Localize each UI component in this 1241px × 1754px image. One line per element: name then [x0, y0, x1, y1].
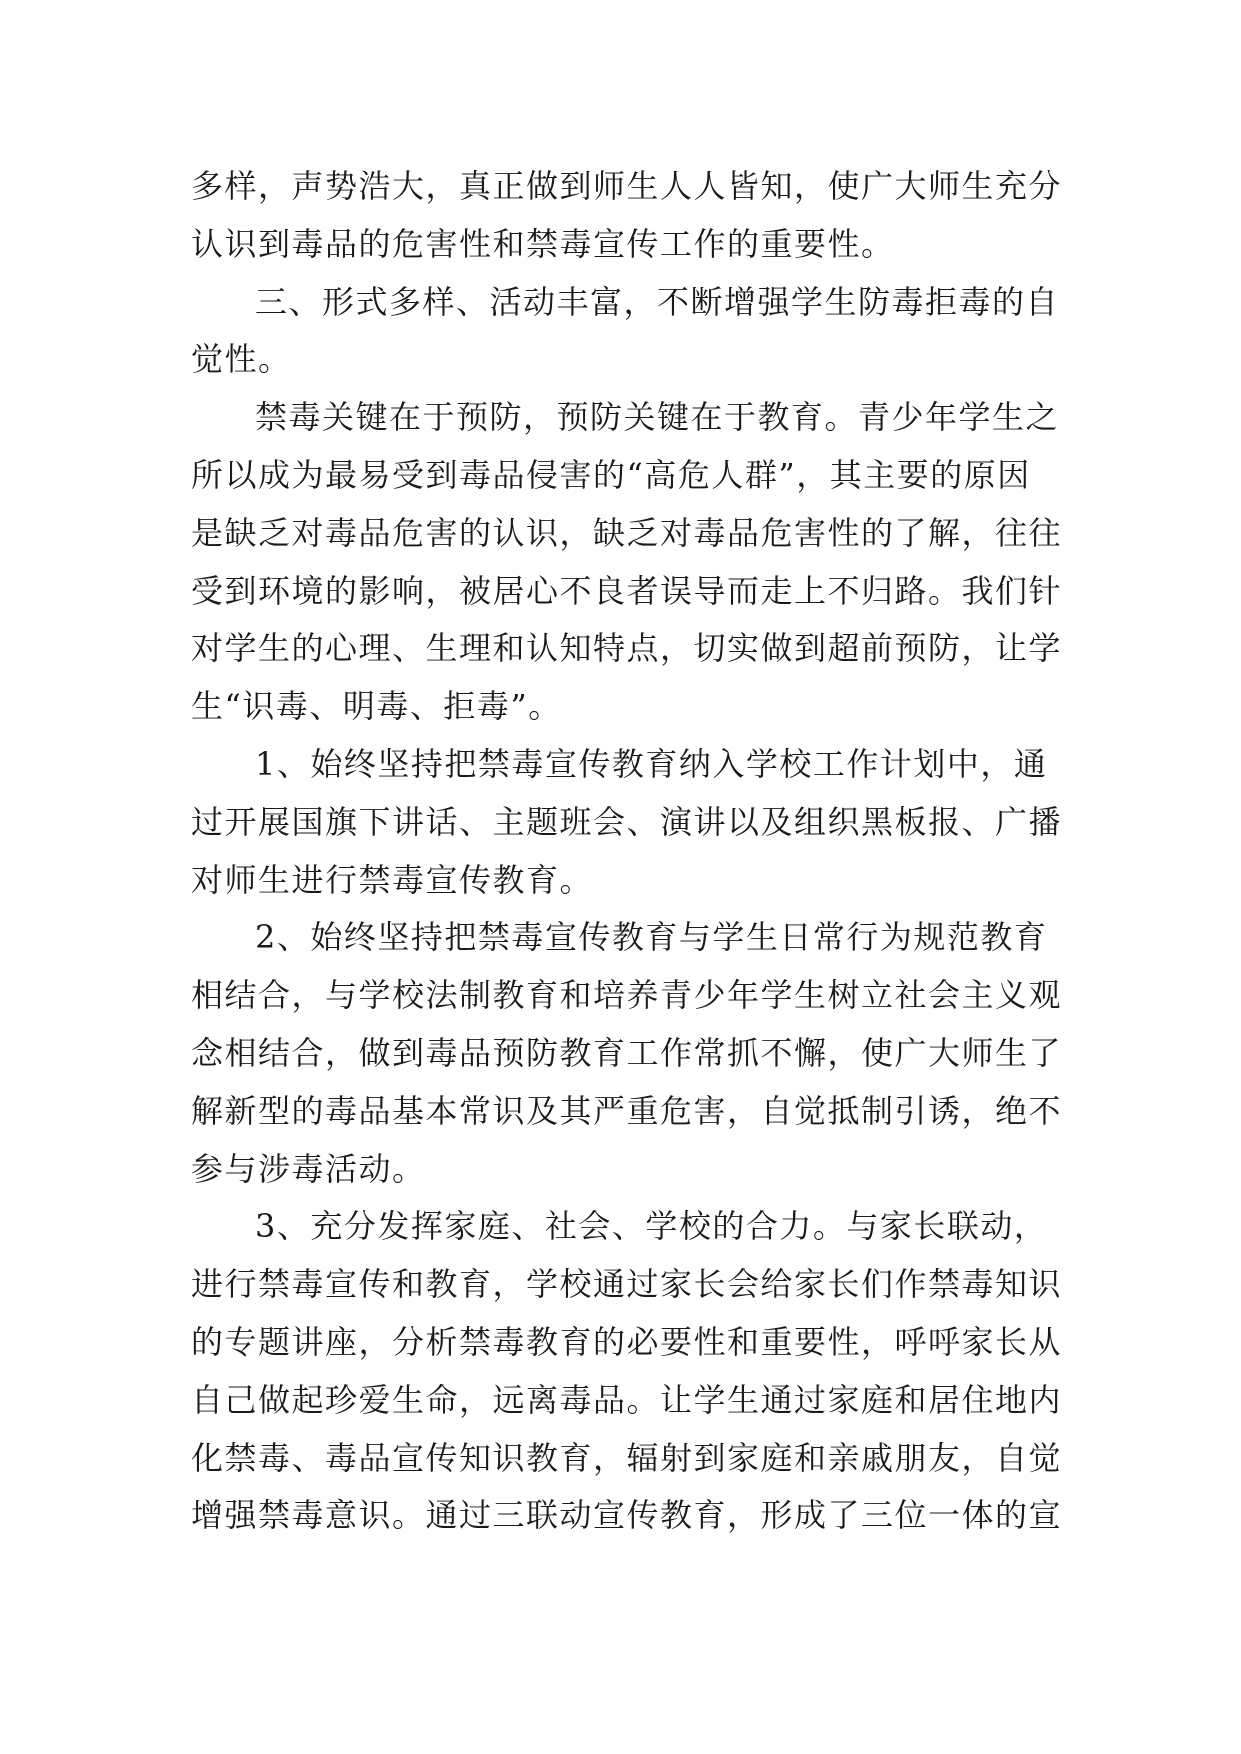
text-line: 的专题讲座，分析禁毒教育的必要性和重要性，呼呼家长从: [191, 1322, 1063, 1361]
text-line: 是缺乏对毒品危害的认识，缺乏对毒品危害性的了解，往往: [191, 513, 1063, 552]
document-body: [191, 158, 1063, 1545]
text-line: 3、充分发挥家庭、社会、学校的合力。与家长联动，: [255, 1207, 1048, 1246]
text-line: 所以成为最易受到毒品侵害的“高危人群”，其主要的原因: [191, 455, 1031, 494]
text-line: 多样，声势浩大，真正做到师生人人皆知，使广大师生充分: [191, 167, 1063, 205]
text-line: 增强禁毒意识。通过三联动宣传教育，形成了三位一体的宣: [191, 1496, 1063, 1535]
text-line: 化禁毒、毒品宣传知识教育，辐射到家庭和亲戚朋友，自觉: [191, 1438, 1063, 1477]
text-line: 相结合，与学校法制教育和培养青少年学生树立社会主义观: [191, 976, 1063, 1015]
text-line: 禁毒关键在于预防，预防关键在于教育。青少年学生之: [255, 398, 1060, 437]
text-line: 自己做起珍爱生命，远离毒品。让学生通过家庭和居住地内: [191, 1380, 1063, 1419]
text-line: 对学生的心理、生理和认知特点，切实做到超前预防，让学: [191, 629, 1063, 668]
text-line: 对师生进行禁毒宣传教育。: [191, 860, 594, 899]
text-line: 认识到毒品的危害性和禁毒宣传工作的重要性。: [191, 224, 895, 263]
text-line: 过开展国旗下讲话、主题班会、演讲以及组织黑板报、广播: [191, 802, 1063, 841]
text-line: 觉性。: [191, 340, 292, 379]
text-line: 念相结合，做到毒品预防教育工作常抓不懈，使广大师生了: [191, 1033, 1063, 1072]
text-line: 1、始终坚持把禁毒宣传教育纳入学校工作计划中，通: [255, 744, 1048, 783]
text-line: 三、形式多样、活动丰富，不断增强学生防毒拒毒的自: [255, 282, 1060, 321]
text-line: 2、始终坚持把禁毒宣传教育与学生日常行为规范教育: [255, 918, 1048, 957]
text-line: 进行禁毒宣传和教育，学校通过家长会给家长们作禁毒知识: [191, 1265, 1063, 1304]
text-line: 解新型的毒品基本常识及其严重危害，自觉抵制引诱，绝不: [191, 1091, 1063, 1130]
text-line: 生“识毒、明毒、拒毒”。: [191, 687, 562, 726]
text-line: 参与涉毒活动。: [191, 1149, 426, 1188]
text-line: 受到环境的影响，被居心不良者误导而走上不归路。我们针: [191, 571, 1063, 610]
